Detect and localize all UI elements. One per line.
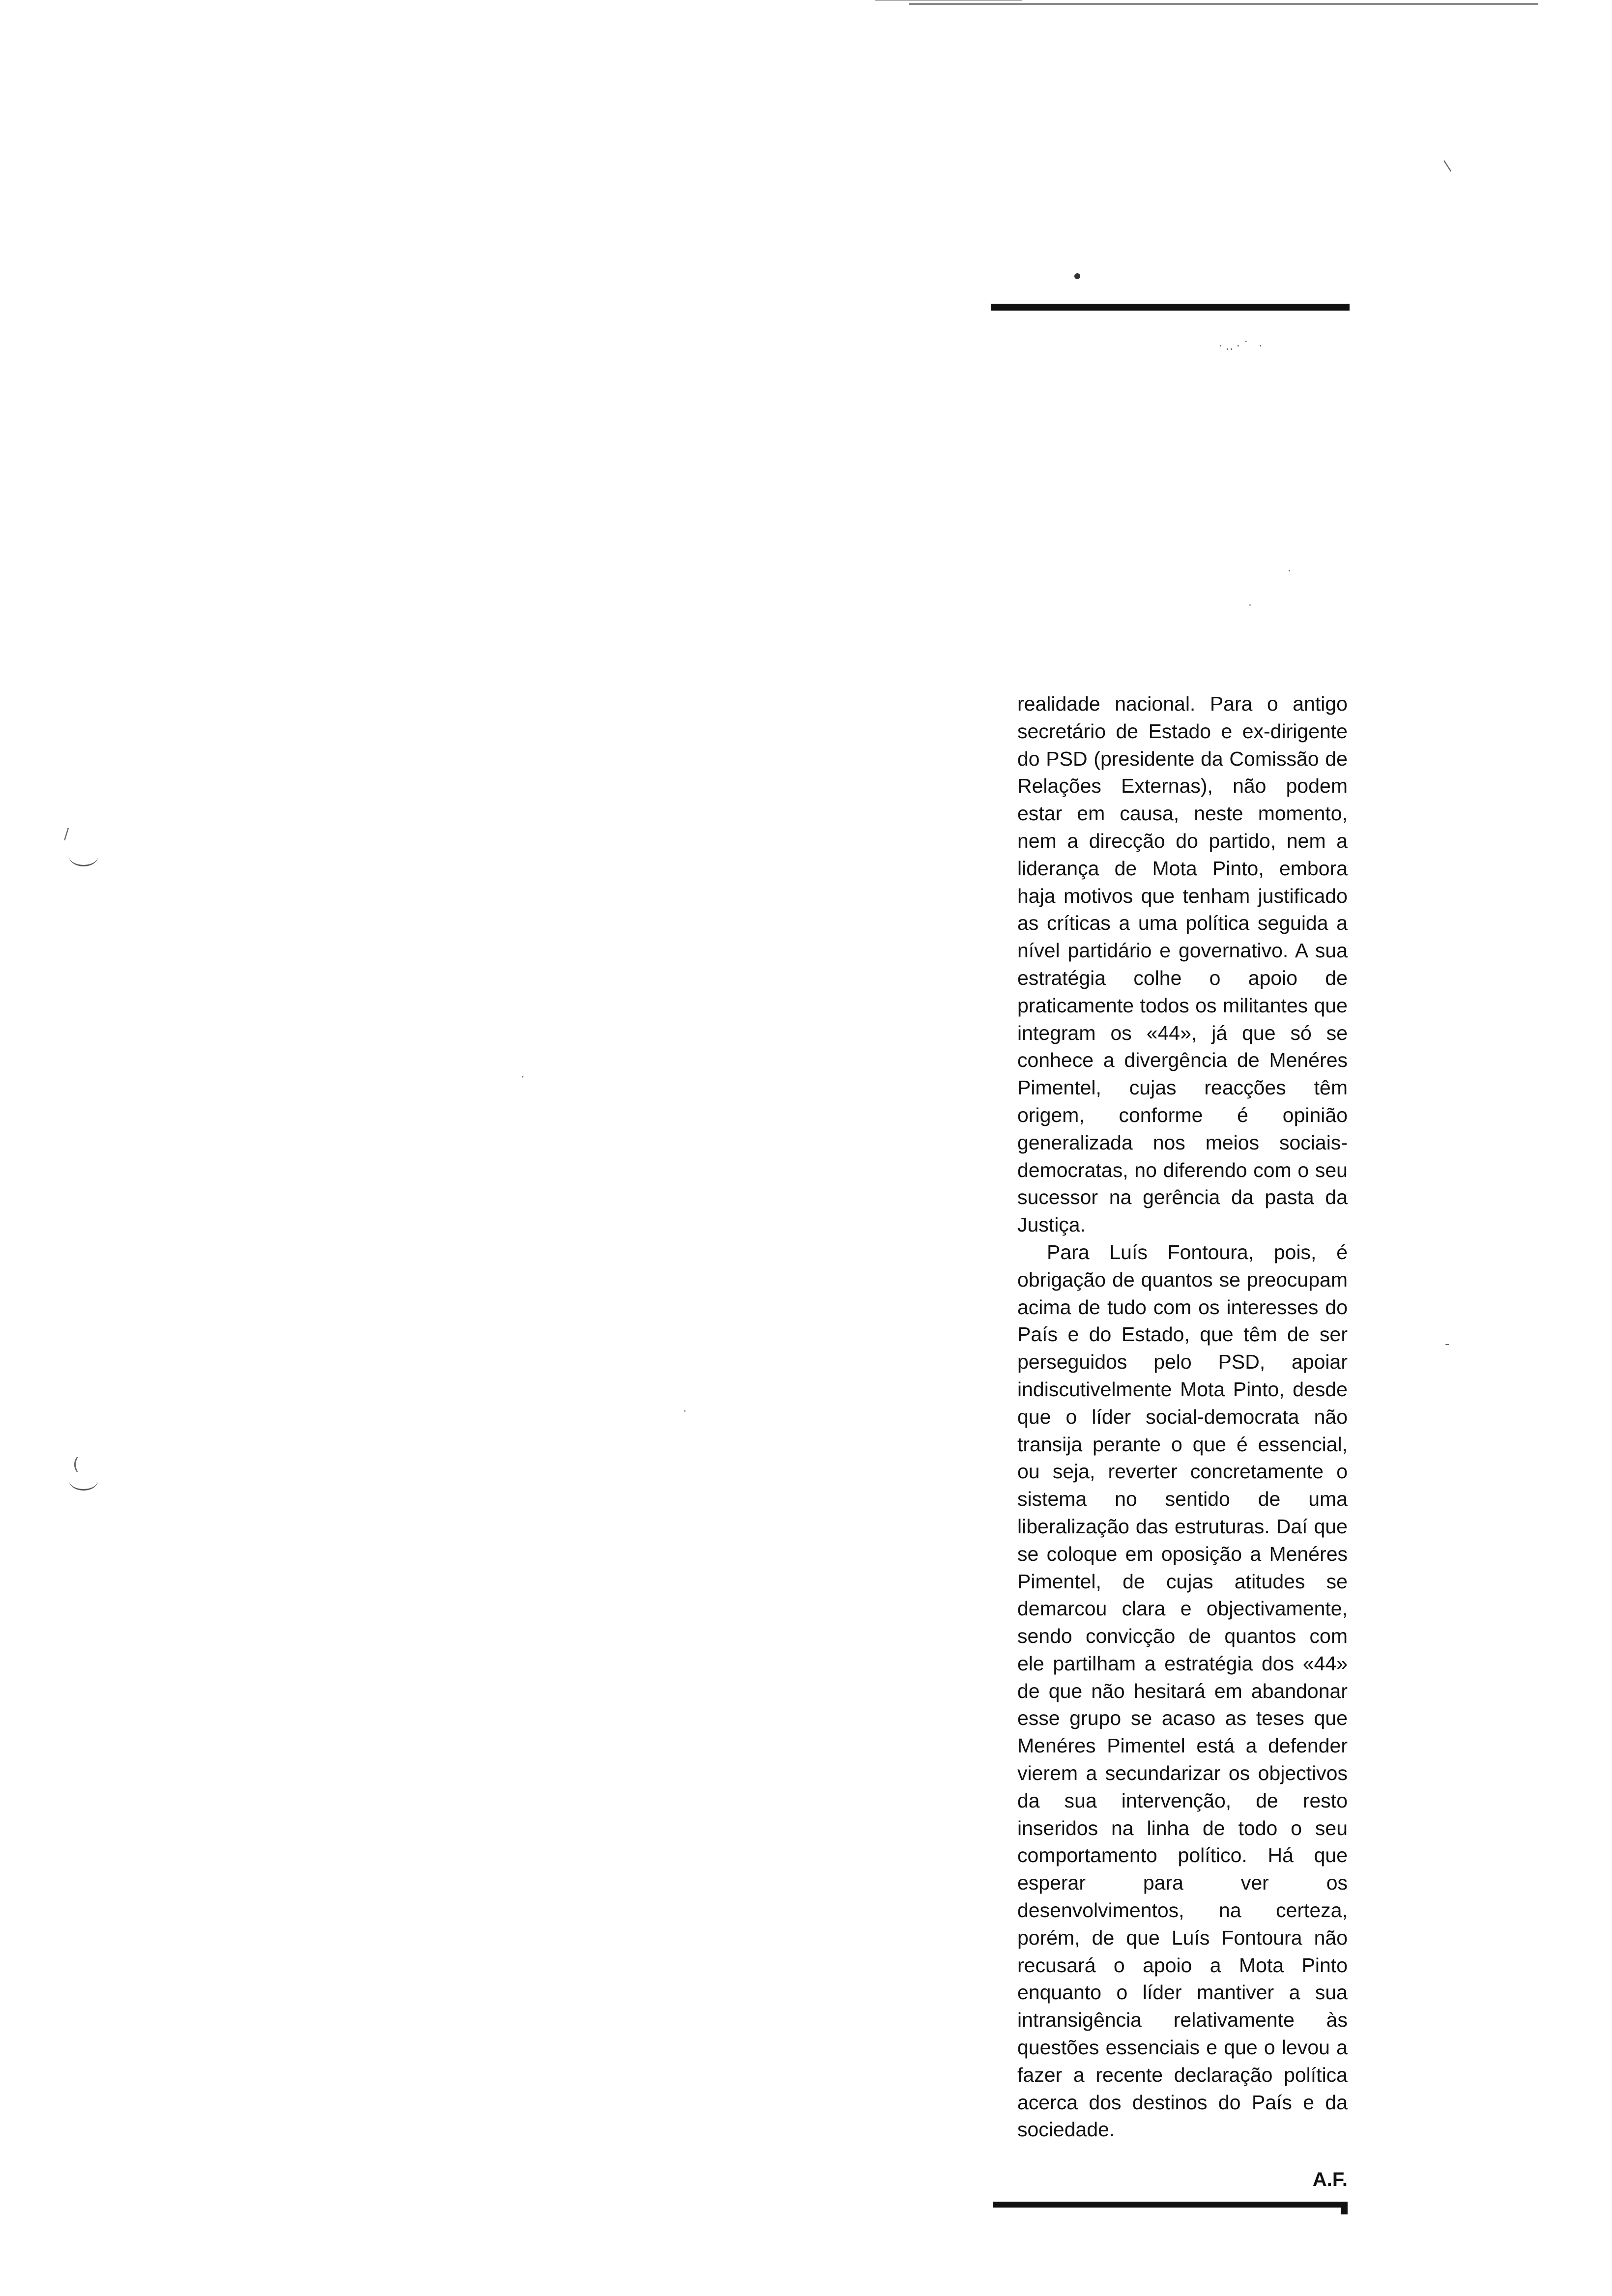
column-bottom-rule (993, 2202, 1348, 2208)
scan-speck: · (683, 1406, 687, 1418)
punch-hole-mark (69, 1469, 98, 1491)
column-top-rule (991, 304, 1350, 311)
article-paragraph: Para Luís Fontoura, pois, é obrigação de quantos se preocupam acima de tudo com os interesses do País e do Estado, que têm de ser perseguidos pelo PSD, apoiar indiscutivelmente Mota Pinto, desde que o líder social-democrata não transija perante o que é essencial, ou seja, reverter concretamente o sistema no sentido de uma liberalização das estruturas. Daí que se coloque em oposição a Menéres Pimentel, de cujas atitudes se demarcou clara e objectivamente, sendo convicção de quantos com ele partilham a estratégia dos «44» de que não hesitará em abandonar esse grupo se acaso as teses que Menéres Pimentel está a defender vierem a secundarizar os objectivos da sua intervenção, de resto inseridos na linha de todo o seu comportamento político. Há que esperar para ver os desenvolvimentos, na certeza, porém, de que Luís Fontoura não recusará o apoio a Mota Pinto enquanto o líder mantiver a sua intransigência relativamente às questões essenciais e que o levou a fazer a recente declaração política acerca dos destinos do País e da sociedade. (1017, 1240, 1348, 2141)
scan-speck: · (1248, 600, 1252, 612)
article-column (1017, 690, 1348, 2144)
scan-speck: ( (73, 1455, 80, 1474)
scan-edge-rule (909, 3, 1538, 5)
punch-hole-mark (69, 845, 98, 866)
scan-speck: / (1439, 158, 1456, 173)
scan-speck: - (1445, 1337, 1450, 1351)
scan-speck: · (1288, 565, 1291, 577)
scan-edge-line (875, 0, 1022, 1)
column-bottom-rule-tick (1341, 2204, 1348, 2214)
scan-speck: / (64, 826, 69, 843)
article-paragraph: realidade nacional. Para o antigo secretário de Estado e ex-dirigente do PSD (presidente da Comissão de Relações Externas), não podem estar em causa, neste momento, nem a direcção do partido, nem a liderança de Mota Pinto, embora haja motivos que tenham justificado as críticas a uma política seguida a nível partidário e governativo. A sua estratégia colhe o apoio de praticamente todos os militantes que integram os «44», já que só se conhece a divergência de Menéres Pimentel, cujas reacções têm origem, conforme é opinião generalizada nos meios sociais-democratas, no diferendo com o seu sucessor na gerência da pasta da Justiça. (1017, 692, 1348, 1236)
author-signature: A.F. (1312, 2169, 1348, 2190)
scan-speck: · (521, 1071, 524, 1084)
scan-speck: ·‥·˙ · (1219, 339, 1266, 353)
scan-speck (1074, 273, 1080, 279)
